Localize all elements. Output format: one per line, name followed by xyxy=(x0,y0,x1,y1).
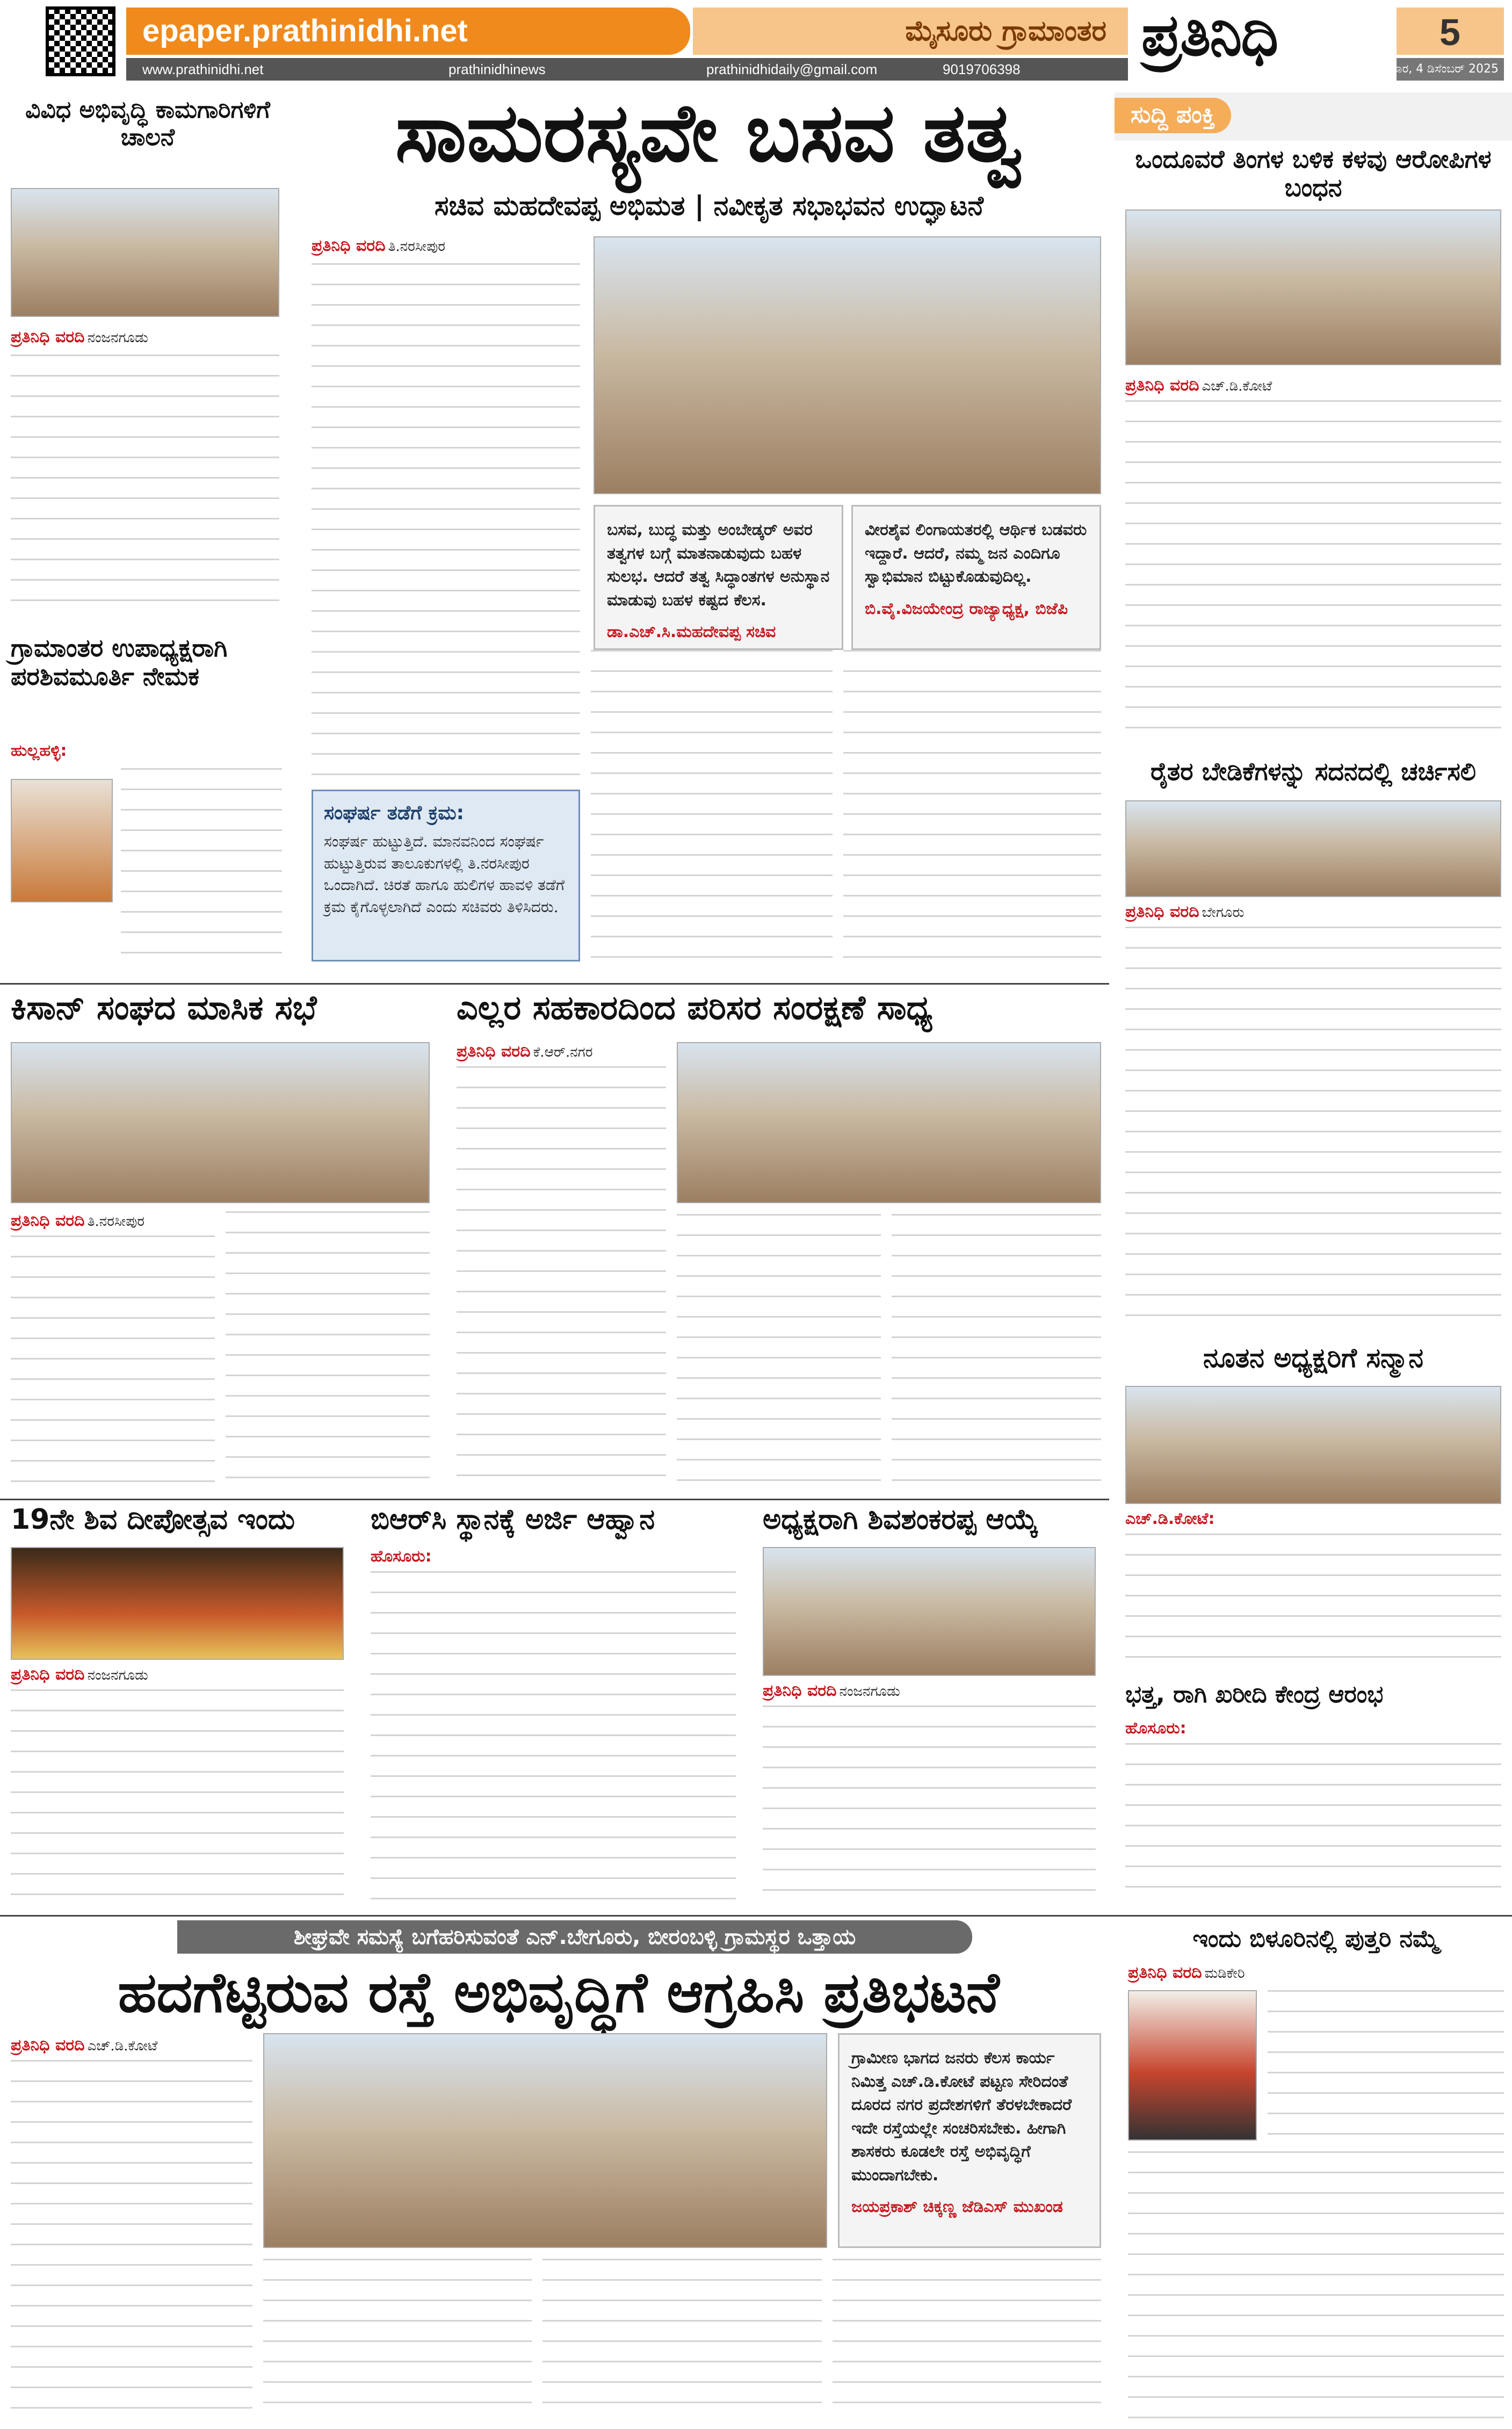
body-text-side xyxy=(1268,1990,1504,2151)
quote-author: ಡಾ.ಎಚ್.ಸಿ.ಮಹದೇವಪ್ಪ ಸಚಿವ xyxy=(607,623,776,641)
dateline-place: ಎಚ್.ಡಿ.ಕೋಟೆ xyxy=(87,2038,158,2054)
article-deepotsava xyxy=(0,1504,355,1912)
box-title: ಸಂಘರ್ಷ ತಡೆಗೆ ಕ್ರಮ: xyxy=(324,802,465,824)
article-right-bottom xyxy=(1115,1681,1512,1912)
news-photo xyxy=(763,1547,1096,1676)
body-text-col1 xyxy=(11,2060,252,2420)
bottom-headline: ಹದಗೆಟ್ಟಿರುವ ರಸ್ತೆ ಅಭಿವೃದ್ಧಿಗೆ ಆಗ್ರಹಿಸಿ ಪ್ರತಿಭಟನೆ xyxy=(118,1960,1000,2025)
news-photo xyxy=(677,1042,1101,1203)
dateline xyxy=(11,741,67,760)
body-text xyxy=(1125,1743,1501,1904)
dateline-place: ನಂಜನಗೂಡು xyxy=(87,1667,148,1683)
website-link[interactable]: www.prathinidhi.net xyxy=(142,61,264,77)
quote-author: ಬಿ.ವೈ.ವಿಜಯೇಂದ್ರ ರಾಜ್ಯಾಧ್ಯಕ್ಷ, ಬಿಜೆಪಿ xyxy=(865,599,1068,618)
news-photo xyxy=(263,2033,827,2248)
article-right-mid xyxy=(1115,757,1512,1338)
dateline-place: ಮಡಿಕೇರಿ xyxy=(1204,1965,1245,1982)
dateline-agency: ಪ್ರತಿನಿಧಿ ವರದಿ xyxy=(1125,376,1199,395)
lead-subhead: ಸಚಿವ ಮಹದೇವಪ್ಪ ಅಭಿಮತ | ನವೀಕೃತ ಸಭಾಭವನ ಉದ್ಘಾಟನೆ xyxy=(434,190,984,221)
article-bottom-lead xyxy=(0,1920,1112,2429)
dateline xyxy=(312,236,445,257)
dateline-place: ಎಚ್.ಡಿ.ಕೋಟೆ xyxy=(1202,378,1272,394)
headline: ರೈತರ ಬೇಡಿಕೆಗಳನ್ನು ಸದನದಲ್ಲಿ ಚರ್ಚಿಸಲಿ xyxy=(1150,757,1477,786)
dateline-place: ಹೊಸೂರು: xyxy=(1125,1719,1187,1738)
article-right-low xyxy=(1115,1343,1512,1676)
divider xyxy=(0,1499,1109,1500)
quote-text: ಬಸವ, ಬುದ್ಧ ಮತ್ತು ಅಂಬೇಡ್ಕರ್ ಅವರ ತತ್ವಗಳ ಬಗ್ಗೆ ಮಾತನಾಡುವುದು ಬಹಳ ಸುಲಭ. ಆದರೆ ತತ್ವ ಸಿದ್ಧಾಂತಗಳ ಅನುಸ್ಥಾನ ಮಾಡುವು ಬಹಳ ಕಷ್ಟದ ಕೆಲಸ. xyxy=(607,520,830,610)
body-text-col3 xyxy=(892,1214,1101,1488)
dateline-agency: ಪ್ರತಿನಿಧಿ ವರದಿ xyxy=(11,1211,85,1230)
news-photo xyxy=(1125,209,1501,365)
edition-name: ಮೈಸೂರು ಗ್ರಾಮಾಂತರ xyxy=(905,15,1106,47)
section-tag: ಸುದ್ದಿ ಪಂಕ್ತಿ xyxy=(1115,98,1231,133)
article-left-mid xyxy=(0,634,293,967)
body-text-col1 xyxy=(457,1066,666,1488)
page-number: 5 xyxy=(1439,11,1460,53)
body-text xyxy=(1128,2151,1504,2420)
body-text xyxy=(11,355,279,618)
body-text-col3 xyxy=(843,650,1101,962)
article-parisara xyxy=(446,988,1109,1499)
phone-number: 9019706398 xyxy=(943,61,1021,77)
body-text xyxy=(1125,927,1501,1329)
masthead xyxy=(0,0,1512,86)
headline: ಎಲ್ಲರ ಸಹಕಾರದಿಂದ ಪರಿಸರ ಸಂರಕ್ಷಣೆ ಸಾಧ್ಯ xyxy=(457,988,933,1027)
contact-bar xyxy=(126,58,1128,81)
issue-date: ಗುರುವಾರ, 4 ಡಿಸೆಂಬರ್ 2025 xyxy=(1370,62,1499,76)
article-kisan xyxy=(0,988,440,1499)
page-number-box xyxy=(1397,8,1504,55)
quote-minister xyxy=(594,505,843,650)
body-text xyxy=(121,768,282,956)
date-bar xyxy=(1370,58,1504,81)
body-text-col4 xyxy=(833,2259,1101,2420)
headline: ಅಧ್ಯಕ್ಷರಾಗಿ ಶಿವಶಂಕರಪ್ಪ ಆಯ್ಕೆ xyxy=(763,1504,1038,1536)
dateline-place: ನಂಜನಗೂಡು xyxy=(87,330,148,346)
news-photo xyxy=(11,188,279,317)
dateline-place: ಎಚ್.ಡಿ.ಕೋಟೆ: xyxy=(1125,1509,1215,1528)
portrait-photo xyxy=(1128,1990,1257,2141)
headline: ಒಂದೂವರೆ ತಿಂಗಳ ಬಳಿಕ ಕಳವು ಆರೋಪಿಗಳ ಬಂಧನ xyxy=(1135,145,1492,202)
dateline-agency: ಪ್ರತಿನಿಧಿ ವರದಿ xyxy=(11,2036,85,2055)
dateline xyxy=(11,1665,148,1686)
article-right-top xyxy=(1115,145,1512,752)
article-left-top xyxy=(0,91,293,628)
brand-name: ಪ್ರತಿನಿಧಿ xyxy=(1141,1,1278,69)
body-text-col3 xyxy=(542,2259,822,2420)
body-text-col2 xyxy=(591,650,833,962)
dateline-place: ಬೇಗೂರು xyxy=(1202,905,1245,921)
body-text-col2 xyxy=(677,1214,881,1488)
box-text: ಸಂಘರ್ಷ ಹುಟ್ಟುತ್ತಿದೆ. ಮಾನವನಿಂದ ಸಂಘರ್ಷ ಹುಟ್ಟುತ್ತಿರುವ ತಾಲೂಕುಗಳಲ್ಲಿ ತಿ.ನರಸೀಪುರ ಒಂದಾಗಿದೆ. ಚಿರತೆ ಹಾಗೂ ಹುಲಿಗಳ ಹಾವಳಿ ತಡೆಗೆ ಕ್ರಮ ಕೈಗೊಳ್ಳಲಾಗಿದೆ ಎಂದು ಸಚಿವರು ತಿಳಿಸಿದರು. xyxy=(324,833,565,916)
body-text xyxy=(371,1571,736,1904)
lead-photo xyxy=(594,236,1101,494)
dateline-agency: ಪ್ರತಿನಿಧಿ ವರದಿ xyxy=(312,236,386,255)
body-text-col2 xyxy=(263,2259,532,2420)
divider xyxy=(0,983,1109,985)
dateline xyxy=(1125,1719,1187,1738)
dateline xyxy=(1125,376,1272,397)
body-text xyxy=(763,1705,1096,1904)
dateline-place: ತಿ.ನರಸೀಪುರ xyxy=(87,1213,145,1230)
body-text-col2 xyxy=(226,1211,430,1488)
news-photo xyxy=(1125,1386,1501,1504)
quote-text: ಗ್ರಾಮೀಣ ಭಾಗದ ಜನರು ಕೆಲಸ ಕಾರ್ಯ ನಿಮಿತ್ತ ಎಚ್.ಡಿ.ಕೋಟೆ ಪಟ್ಟಣ ಸೇರಿದಂತೆ ದೂರದ ನಗರ ಪ್ರದೇಶಗಳಿಗೆ ತೆರಳಬೇಕಾದರೆ ಇದೇ ರಸ್ತೆಯಲ್ಲೇ ಸಂಚರಿಸಬೇಕು. ಹೀಗಾಗಿ ಶಾಸಕರು ಕೂಡಲೇ ರಸ್ತೆ ಅಭಿವೃದ್ಧಿಗೆ ಮುಂದಾಗಬೇಕು. xyxy=(851,2049,1072,2185)
dateline xyxy=(457,1042,592,1063)
dateline xyxy=(1128,1963,1245,1984)
newspaper-logo xyxy=(1136,0,1383,75)
headline: ಬಿಆರ್‌ಸಿ ಸ್ಥಾನಕ್ಕೆ ಅರ್ಜಿ ಆಹ್ವಾನ xyxy=(371,1504,655,1536)
article-bilur xyxy=(1117,1920,1512,2429)
quote-text: ವೀರಶೈವ ಲಿಂಗಾಯತರಲ್ಲಿ ಆರ್ಥಿಕ ಬಡವರು ಇದ್ದಾರೆ. ಆದರೆ, ನಮ್ಮ ಜನ ಎಂದಿಗೂ ಸ್ವಾಭಿಮಾನ ಬಿಟ್ಟುಕೊಡುವುದಿಲ್ಲ. xyxy=(865,520,1087,586)
dateline-agency: ಪ್ರತಿನಿಧಿ ವರದಿ xyxy=(763,1681,837,1700)
epaper-url[interactable]: epaper.prathinidhi.net xyxy=(142,13,468,48)
dateline-place: ಕೆ.ಆರ್.ನಗರ xyxy=(533,1044,593,1060)
dateline-place: ಹುಲ್ಲಹಳ್ಳಿ: xyxy=(11,741,67,760)
dateline-place: ನಂಜನಗೂಡು xyxy=(839,1683,900,1700)
dateline xyxy=(11,2036,157,2057)
dateline xyxy=(1125,902,1245,923)
body-text xyxy=(1125,1534,1501,1668)
lead-headline: ಸಾಮರಸ್ಯವೇ ಬಸವ ತತ್ವ xyxy=(395,91,1023,180)
headline: ನೂತನ ಅಧ್ಯಕ್ಷರಿಗೆ ಸನ್ಮಾನ xyxy=(1203,1343,1424,1373)
quote-jds xyxy=(838,2033,1101,2248)
article-lead xyxy=(301,91,1109,978)
dateline-agency: ಪ್ರತಿನಿಧಿ ವರದಿ xyxy=(11,1665,85,1684)
section-banner xyxy=(1115,92,1512,141)
quote-author: ಜಯಪ್ರಕಾಶ್ ಚಿಕ್ಕಣ್ಣ ಜೆಡಿಎಸ್ ಮುಖಂಡ xyxy=(851,2197,1063,2216)
dateline-agency: ಪ್ರತಿನಿಧಿ ವರದಿ xyxy=(11,328,85,346)
headline: ವಿವಿಧ ಅಭಿವೃದ್ಧಿ ಕಾಮಗಾರಿಗಳಿಗೆ ಚಾಲನೆ xyxy=(25,96,270,151)
dateline xyxy=(1125,1509,1215,1528)
portrait-photo xyxy=(11,779,113,902)
dateline xyxy=(371,1547,432,1566)
divider xyxy=(0,1915,1512,1917)
headline: ಇಂದು ಬಿಳೂರಿನಲ್ಲಿ ಪುತ್ತರಿ ನಮ್ಮೆ xyxy=(1192,1925,1439,1953)
dateline-agency: ಪ್ರತಿನಿಧಿ ವರದಿ xyxy=(457,1042,531,1061)
social-handle[interactable]: prathinidhinews xyxy=(448,61,546,77)
headline: ಕಿಸಾನ್ ಸಂಘದ ಮಾಸಿಕ ಸಭೆ xyxy=(11,988,317,1027)
dateline xyxy=(11,328,148,349)
kicker: ಶೀಘ್ರವೇ ಸಮಸ್ಯೆ ಬಗೆಹರಿಸುವಂತೆ ಎನ್.ಬೇಗೂರು, ಬೀರಂಬಳ್ಳಿ ಗ್ರಾಮಸ್ಥರ ಒತ್ತಾಯ xyxy=(177,1920,972,1954)
qr-code-icon xyxy=(46,6,115,76)
body-text xyxy=(11,1689,344,1904)
quote-bjp xyxy=(851,505,1101,650)
dateline-agency: ಪ್ರತಿನಿಧಿ ವರದಿ xyxy=(1128,1963,1202,1982)
headline: ಗ್ರಾಮಾಂತರ ಉಪಾಧ್ಯಕ್ಷರಾಗಿ ಪರಶಿವಮೂರ್ತಿ ನೇಮಕ xyxy=(11,634,228,691)
news-photo xyxy=(1125,800,1501,897)
news-photo xyxy=(11,1547,344,1660)
info-box xyxy=(312,790,580,962)
dateline-agency: ಪ್ರತಿನಿಧಿ ವರದಿ xyxy=(1125,902,1199,921)
body-text xyxy=(1125,400,1501,744)
headline: ಭತ್ತ, ರಾಗಿ ಖರೀದಿ ಕೇಂದ್ರ ಆರಂಭ xyxy=(1125,1681,1384,1708)
article-brc xyxy=(360,1504,747,1912)
body-text-col1 xyxy=(11,1235,215,1488)
epaper-banner[interactable] xyxy=(126,8,690,55)
headline: 19ನೇ ಶಿವ ದೀಪೋತ್ಸವ ಇಂದು xyxy=(11,1504,295,1536)
dateline xyxy=(11,1211,144,1232)
article-adhyaksha xyxy=(752,1504,1109,1912)
email-link[interactable]: prathinidhidaily@gmail.com xyxy=(706,61,878,77)
news-photo xyxy=(11,1042,430,1203)
dateline xyxy=(763,1681,900,1702)
edition-banner xyxy=(693,8,1128,55)
dateline-place: ಹೊಸೂರು: xyxy=(371,1547,432,1566)
dateline-place: ತಿ.ನರಸೀಪುರ xyxy=(388,238,446,255)
